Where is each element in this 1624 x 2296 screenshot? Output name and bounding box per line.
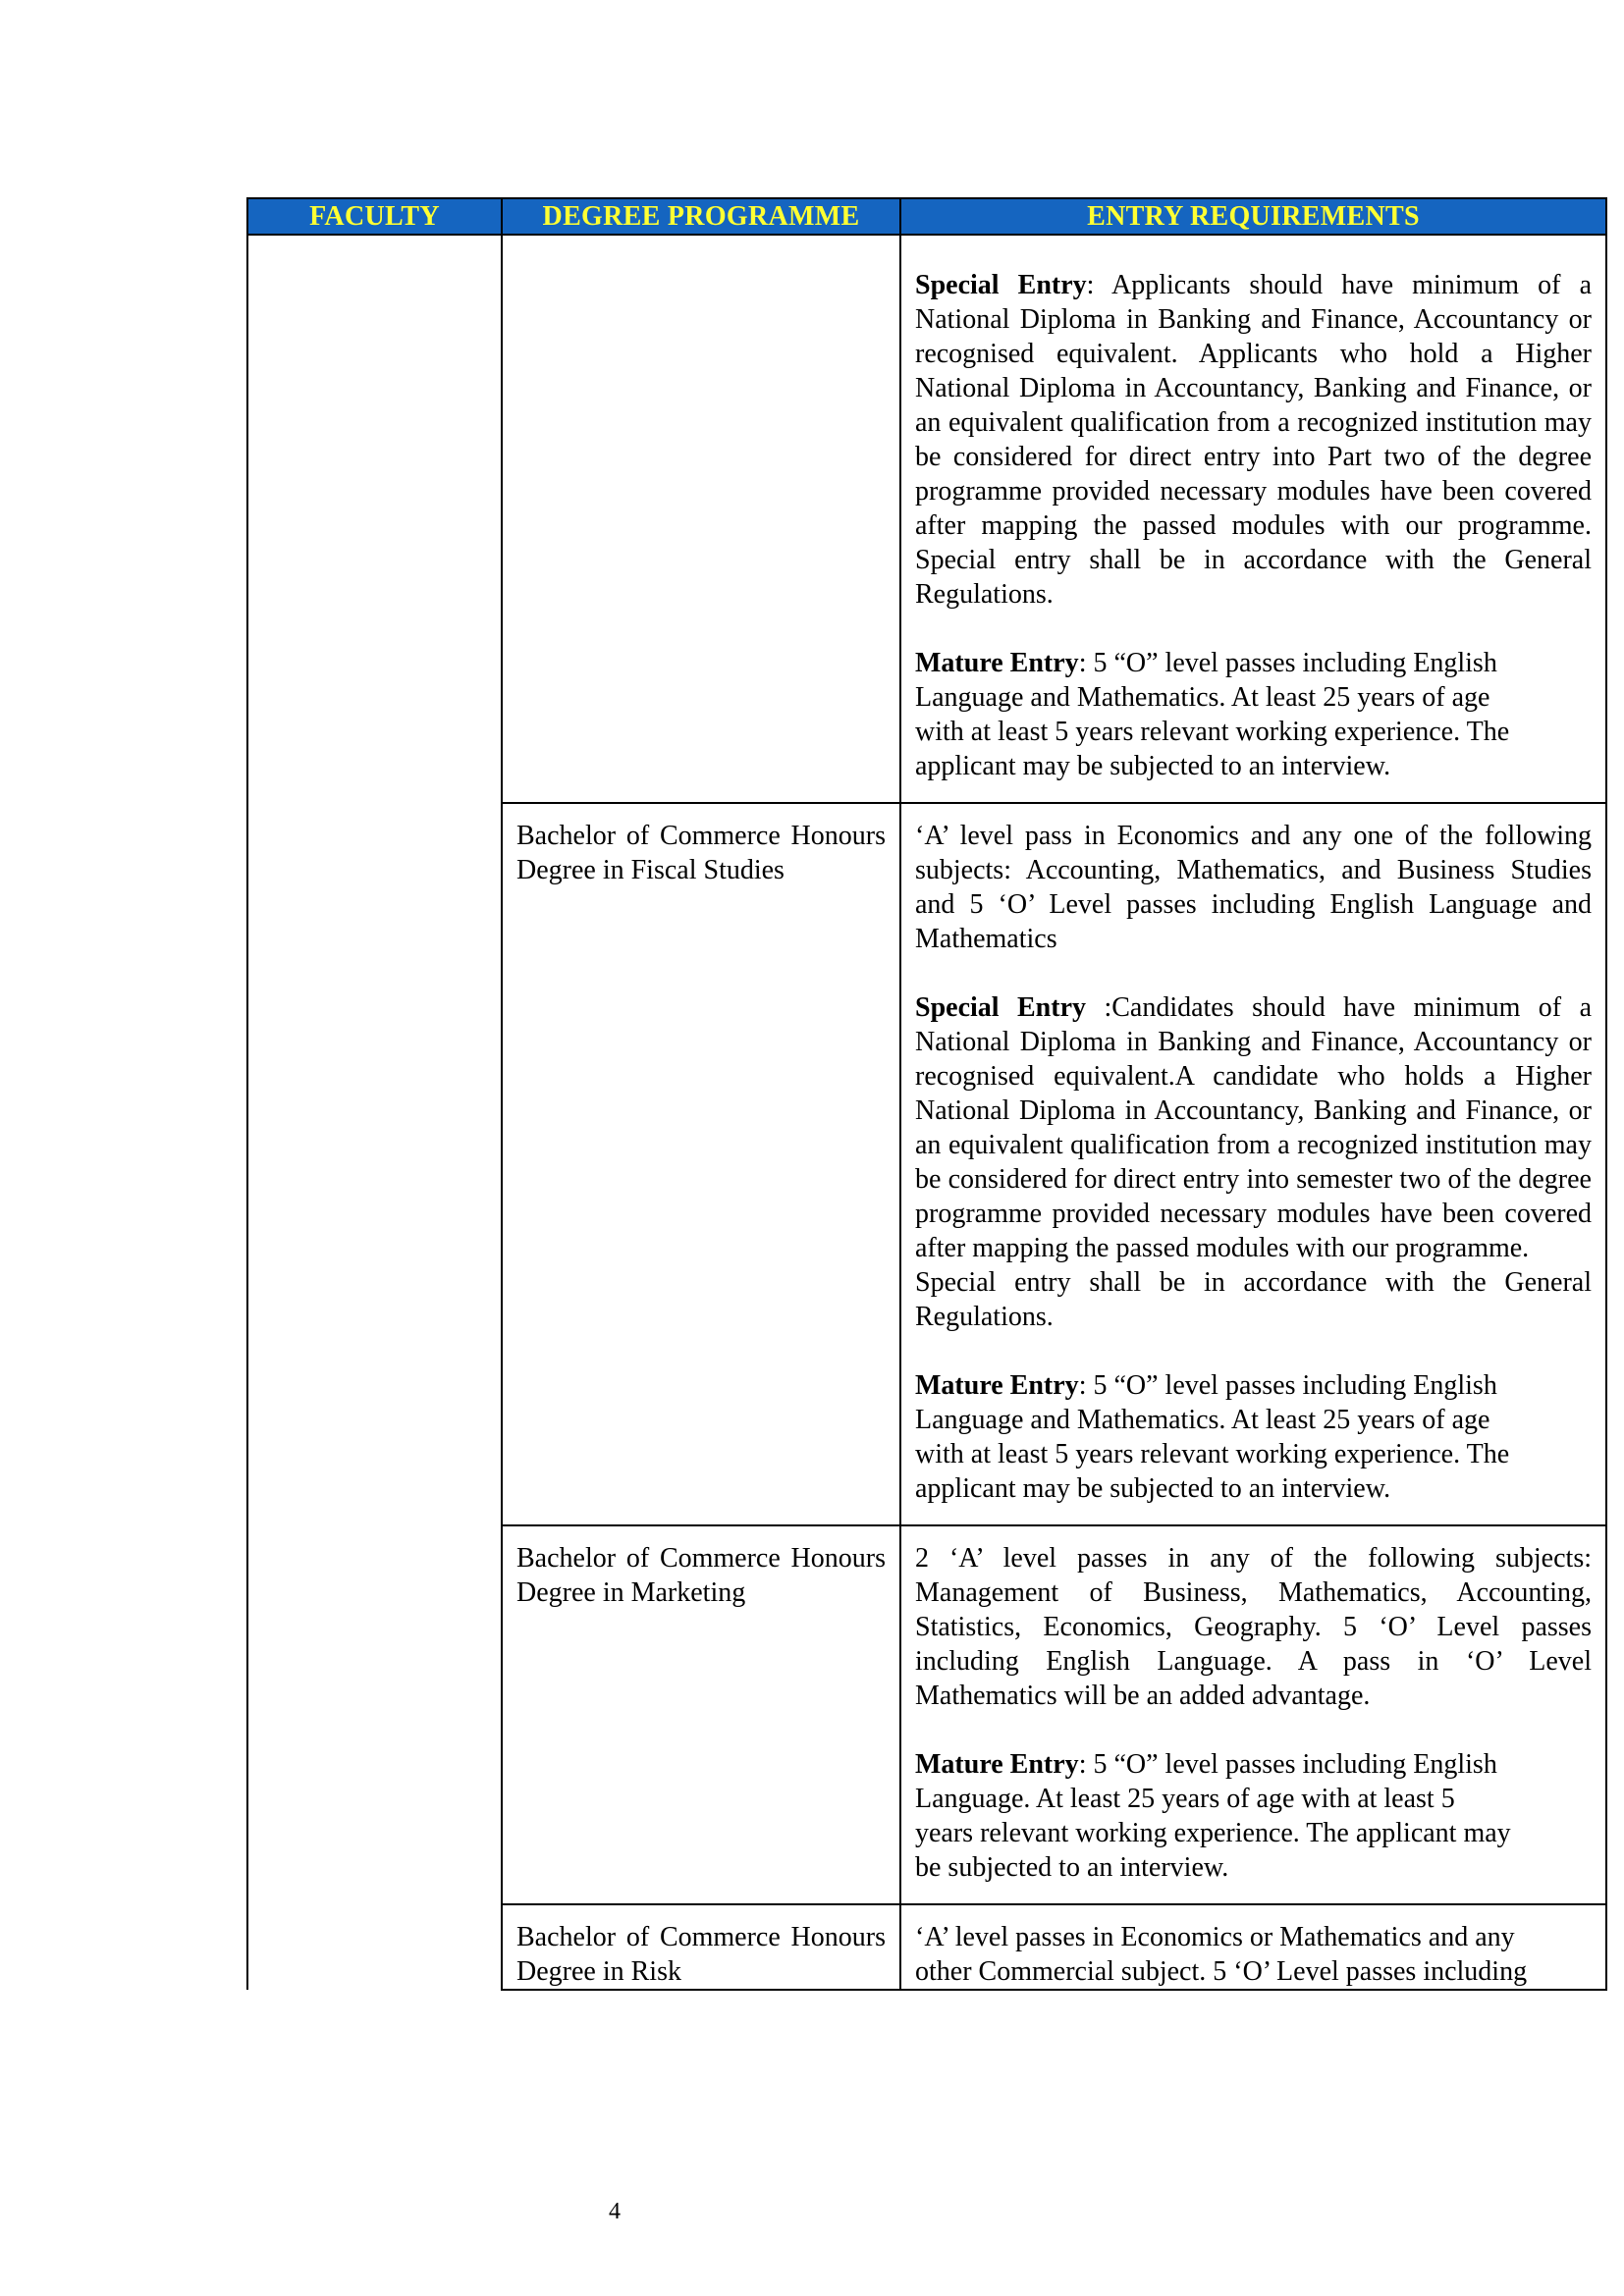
special-entry-label: Special Entry	[915, 992, 1086, 1023]
faculty-cell	[247, 235, 502, 1990]
requirements-cell	[900, 1525, 1606, 1904]
mature-entry-label: Mature Entry	[915, 648, 1079, 678]
mature-entry-label: Mature Entry	[915, 1749, 1079, 1780]
header-degree-programme: DEGREE PROGRAMME	[502, 198, 900, 235]
programme-cell	[502, 235, 900, 803]
requirements-cell: ‘A’ level pass in Economics and any one of the following subjects: Accounting, Mathematics, and Business Studies and 5 ‘O’ Level passes including English Language and Mathematics Special Entry :Candidates should have minimum of a National Diploma in Banking and Finance, Accountancy or recognised equivalent.A candidate who holds a Higher National Diploma in Accountancy, Banking and Finance, or an equivalent qualification from a recognized institution may be considered for direct entry into semester two of the degree programme provided necessary modules have been covered after mapping the passed modules with our programme. Special entry shall be in accordance with the General Regulations. Mature Entry: 5 “O” level passes including English Language and Mathematics. At least 25 years of age with at least 5 years relevant working experience. The applicant may be subjected to an interview.	[900, 803, 1606, 1525]
page-number: 4	[609, 2199, 621, 2224]
mature-entry-label: Mature Entry	[915, 1370, 1079, 1401]
a-level-paragraph: 2 ‘A’ level passes in any of the following subjects: Management of Business, Mathematics, Accounting, Statistics, Economics, Geography. 5 ‘O’ Level passes including English Language. A pass in ‘O’ Level Mathematics will be an added advantage.	[915, 1543, 1592, 1711]
special-entry-paragraph: Special Entry :Candidates should have minimum of a National Diploma in Banking and Finance, Accountancy or recognised equivalent.A candidate who holds a Higher National Diploma in Accountancy, Banking and Finance, or an equivalent qualification from a recognized institution may be considered for direct entry into semester two of the degree programme provided necessary modules have been covered after mapping the passed modules with our programme.	[915, 992, 1592, 1263]
table-header-row	[247, 198, 1606, 235]
table-row	[247, 235, 1606, 803]
special-entry-paragraph: Special Entry: Applicants should have minimum of a National Diploma in Banking and Finance, Accountancy or recognised equivalent. Applicants who hold a Higher National Diploma in Accountancy, Banking and Finance, or an equivalent qualification from a recognized institution may be considered for direct entry into Part two of the degree programme provided necessary modules have been covered after mapping the passed modules with our programme. Special entry shall be in accordance with the General Regulations.	[915, 270, 1592, 610]
requirements-cell	[900, 235, 1606, 803]
mature-entry-paragraph: Mature Entry: 5 “O” level passes including English Language. At least 25 years of age with at least 5 years relevant working experience. The applicant may be subjected to an interview.	[915, 1749, 1511, 1883]
special-entry-label: Special Entry	[915, 270, 1087, 300]
a-level-paragraph: ‘A’ level pass in Economics and any one of the following subjects: Accounting, Mathematics, and Business Studies and 5 ‘O’ Level passes including English Language and Mathematics	[915, 821, 1592, 954]
mature-entry-paragraph: Mature Entry: 5 “O” level passes including English Language and Mathematics. At least 25 years of age with at least 5 years relevant working experience. The applicant may be subjected to an interview.	[915, 1370, 1510, 1504]
mature-entry-paragraph: Mature Entry: 5 “O” level passes including English Language and Mathematics. At least 25 years of age with at least 5 years relevant working experience. The applicant may be subjected to an interview.	[915, 648, 1510, 781]
programme-cell: Bachelor of Commerce Honours Degree in Fiscal Studies	[502, 803, 900, 1525]
programme-cell: Bachelor of Commerce Honours Degree in Marketing	[502, 1525, 900, 1904]
header-faculty: FACULTY	[247, 198, 502, 235]
entry-requirements-table	[246, 197, 1607, 1991]
requirements-cell: ‘A’ level passes in Economics or Mathematics and any other Commercial subject. 5 ‘O’ Level passes including	[900, 1904, 1606, 1990]
header-entry-requirements: ENTRY REQUIREMENTS	[900, 198, 1606, 235]
programme-cell: Bachelor of Commerce Honours Degree in Risk	[502, 1904, 900, 1990]
